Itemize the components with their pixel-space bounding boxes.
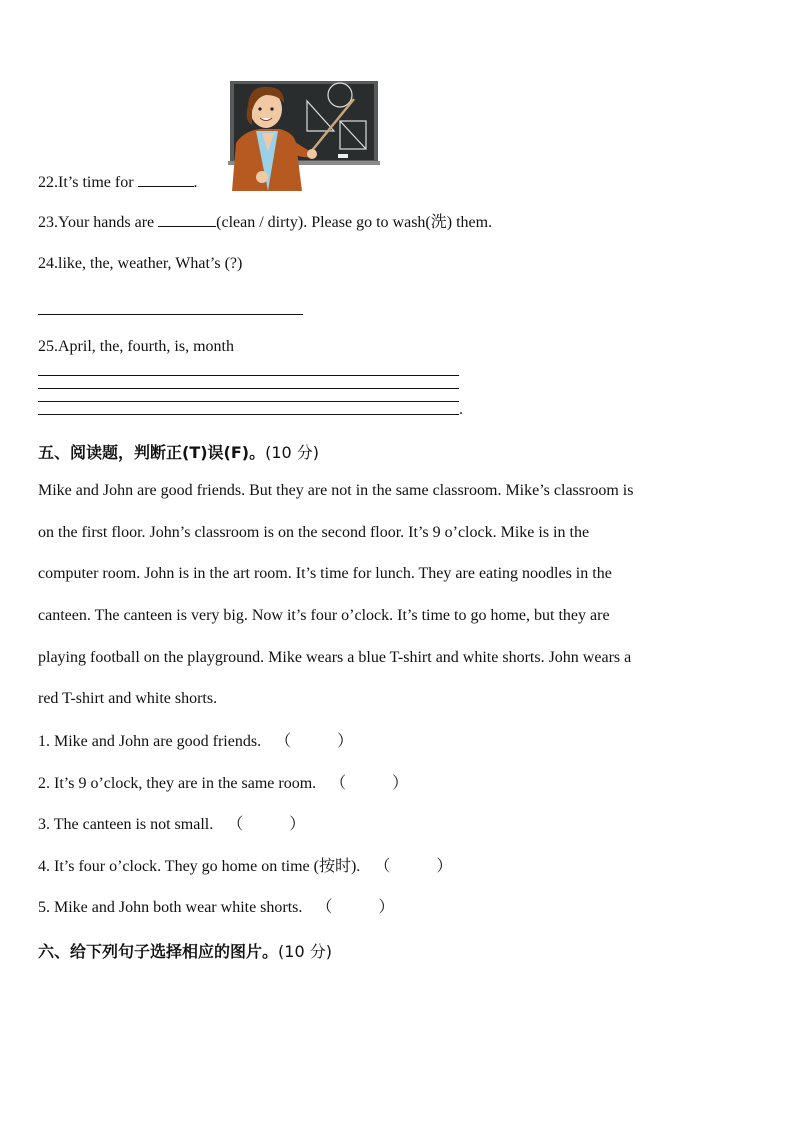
tf-item-1: 1. Mike and John are good friends. （ ） bbox=[38, 733, 354, 750]
question-23 bbox=[38, 212, 492, 233]
tf-item-2: 2. It’s 9 o’clock, they are in the same room. （ ） bbox=[38, 775, 409, 792]
section-5-heading bbox=[38, 440, 319, 463]
section-5-title: 五、阅读题，判断正(T)误(F)。 bbox=[38, 443, 266, 462]
question-23-prefix: 23.Your hands are bbox=[38, 214, 155, 231]
answer-line[interactable] bbox=[38, 314, 303, 315]
passage-line: computer room. John is in the art room. It’s time for lunch. They are eating noodles in the bbox=[38, 565, 612, 582]
tf-item-5: 5. Mike and John both wear white shorts. （ ） bbox=[38, 899, 395, 916]
answer-paren[interactable]: （ ） bbox=[275, 733, 354, 750]
answer-paren[interactable]: （ ） bbox=[330, 775, 409, 792]
passage-line: canteen. The canteen is very big. Now it’s four o’clock. It’s time to go home, but they are bbox=[38, 607, 610, 624]
section-6-heading bbox=[38, 939, 332, 962]
line-end-period: . bbox=[459, 401, 463, 418]
question-23-suffix: (clean / dirty). Please go to wash(洗) them. bbox=[216, 214, 493, 231]
question-25: 25.April, the, fourth, is, month bbox=[38, 338, 234, 355]
passage-line: playing football on the playground. Mike wears a blue T-shirt and white shorts. John wears a bbox=[38, 649, 632, 666]
passage-line: Mike and John are good friends. But they are not in the same classroom. Mike’s classroom is bbox=[38, 482, 634, 499]
passage-line: red T-shirt and white shorts. bbox=[38, 690, 218, 707]
answer-line[interactable] bbox=[38, 414, 459, 415]
answer-line[interactable] bbox=[38, 388, 459, 389]
question-24: 24.like, the, weather, What’s (?) bbox=[38, 255, 243, 272]
answer-paren[interactable]: （ ） bbox=[316, 899, 395, 916]
teacher-blackboard-illustration bbox=[222, 81, 382, 191]
tf-item-4: 4. It’s four o’clock. They go home on time (按时). （ ） bbox=[38, 858, 453, 875]
question-22-text: 22.It’s time for bbox=[38, 174, 134, 191]
tf-item-3: 3. The canteen is not small. （ ） bbox=[38, 816, 306, 833]
passage-line: on the first floor. John’s classroom is on the second floor. It’s 9 o’clock. Mike is in the bbox=[38, 524, 590, 541]
answer-line[interactable] bbox=[38, 375, 459, 376]
section-5-score: (10 分) bbox=[265, 443, 320, 462]
answer-paren[interactable]: （ ） bbox=[227, 816, 306, 833]
section-6-title: 六、给下列句子选择相应的图片。 bbox=[38, 942, 279, 961]
question-22: 22.It’s time for . bbox=[38, 174, 198, 191]
answer-blank[interactable] bbox=[138, 172, 194, 187]
answer-line[interactable] bbox=[38, 401, 459, 402]
section-6-score: (10 分) bbox=[278, 942, 332, 961]
answer-paren[interactable]: （ ） bbox=[374, 858, 453, 875]
answer-blank[interactable] bbox=[158, 212, 216, 227]
